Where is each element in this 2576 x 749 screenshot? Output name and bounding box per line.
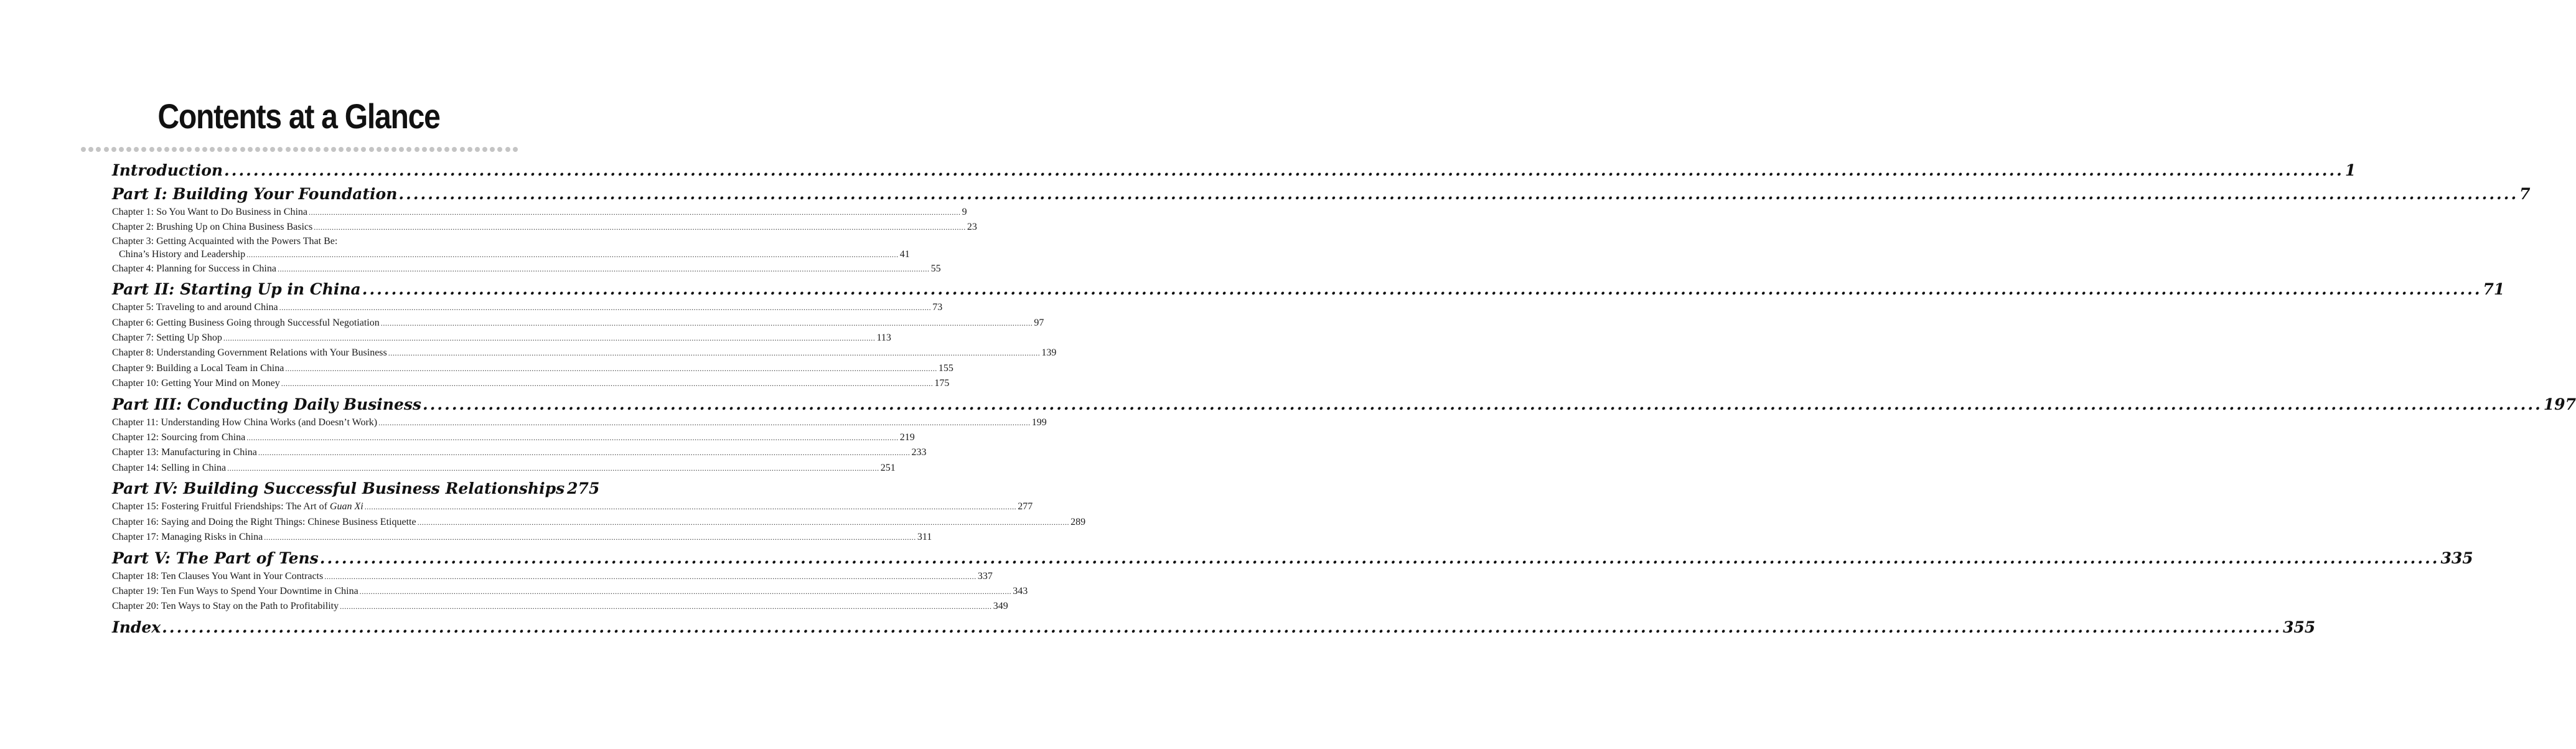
toc-chapter-label: Chapter 6: Getting Business Going through Successful Negotiation (112, 317, 380, 328)
dot-leader (223, 331, 876, 346)
toc-chapter-11[interactable] (112, 415, 1047, 430)
toc-page-number: 175 (934, 378, 950, 389)
dot-leader (285, 361, 937, 376)
toc-chapter-5[interactable] (112, 300, 943, 315)
toc-page-number: 289 (1070, 516, 1086, 527)
toc-chapter-20[interactable] (112, 599, 1008, 614)
toc-page-number: 335 (2440, 549, 2473, 567)
toc-chapter-label: Chapter 9: Building a Local Team in China (112, 362, 284, 374)
dotted-divider (81, 146, 518, 153)
toc-entry-label: Introduction (112, 161, 223, 179)
toc-page-number: 275 (567, 479, 600, 498)
toc-page-number: 1 (2344, 161, 2356, 179)
toc-part-label: Part IV: Building Successful Business Relationships (112, 479, 565, 498)
toc-chapter-4[interactable] (112, 261, 941, 276)
toc-chapter-9[interactable] (112, 361, 953, 376)
dot-leader (162, 617, 2282, 638)
dot-leader (309, 205, 961, 220)
toc-chapter-label: Chapter 11: Understanding How China Works (and Doesn’t Work) (112, 417, 378, 428)
toc-chapter-label: Chapter 18: Ten Clauses You Want in Your Contracts (112, 570, 324, 582)
toc-page-number: 97 (1034, 317, 1044, 328)
table-of-contents (112, 160, 2576, 638)
toc-chapter-7[interactable] (112, 331, 891, 346)
toc-chapter-6[interactable] (112, 316, 1044, 331)
toc-part-2[interactable] (112, 279, 2505, 300)
toc-page-number: 337 (977, 570, 993, 582)
toc-part-label: Part III: Conducting Daily Business (112, 395, 422, 413)
toc-part-5[interactable] (112, 548, 2473, 569)
dot-leader (378, 415, 1031, 430)
page-title: Contents at a Glance (157, 97, 440, 136)
dot-leader (362, 279, 2482, 300)
toc-page-number: 73 (932, 302, 943, 313)
toc-chapter-label: Chapter 8: Understanding Government Relations with Your Business (112, 347, 387, 359)
dot-leader (246, 430, 899, 445)
toc-chapter-15[interactable] (112, 499, 1033, 514)
toc-chapter-label: Chapter 1: So You Want to Do Business in China (112, 207, 307, 217)
toc-chapter-19[interactable] (112, 584, 1028, 599)
dot-leader (258, 445, 911, 460)
dot-leader (281, 376, 934, 391)
dot-leader (224, 160, 2344, 181)
toc-page-number: 233 (911, 447, 927, 458)
toc-introduction[interactable] (112, 160, 2356, 181)
toc-chapter-2[interactable] (112, 220, 977, 235)
toc-page-number: 155 (938, 362, 953, 374)
toc-page-number: 277 (1018, 501, 1033, 512)
toc-chapter-12[interactable] (112, 430, 915, 445)
toc-page-number: 9 (962, 207, 967, 217)
toc-page-number: 251 (880, 462, 896, 473)
toc-chapter-label: Chapter 13: Manufacturing in China (112, 447, 257, 458)
dot-leader (279, 300, 932, 315)
dot-leader (365, 499, 1017, 514)
toc-page-number: 197 (2543, 395, 2576, 413)
toc-chapter-label: Chapter 17: Managing Risks in China (112, 532, 263, 543)
toc-part-1[interactable] (112, 184, 2531, 205)
dot-leader (381, 316, 1033, 331)
toc-part-label: Part II: Starting Up in China (112, 280, 361, 299)
toc-page-number: 349 (993, 601, 1008, 612)
toc-page-number: 311 (917, 532, 932, 543)
toc-chapter-3[interactable] (112, 235, 910, 261)
toc-page-number: 55 (930, 263, 941, 274)
dot-leader (278, 261, 930, 276)
toc-page-number: 355 (2282, 618, 2316, 636)
toc-chapter-label: Chapter 3: Getting Acquainted with the Powers That Be: (112, 235, 338, 247)
toc-chapter-label: Chapter 10: Getting Your Mind on Money (112, 378, 280, 389)
toc-chapter-8[interactable] (112, 346, 1057, 360)
toc-page-number: 343 (1013, 585, 1028, 596)
toc-part-3[interactable] (112, 394, 2576, 415)
dot-leader (227, 461, 879, 476)
toc-chapter-label: Chapter 12: Sourcing from China (112, 432, 246, 443)
toc-page-number: 71 (2483, 280, 2505, 299)
dot-leader (246, 248, 899, 261)
toc-page-number: 199 (1031, 417, 1047, 428)
toc-chapter-1[interactable] (112, 205, 967, 220)
toc-chapter-18[interactable] (112, 569, 993, 584)
dot-leader (423, 394, 2542, 415)
dot-leader (324, 569, 977, 584)
toc-index[interactable] (112, 617, 2316, 638)
toc-chapter-label: Chapter 20: Ten Ways to Stay on the Path to Profitability (112, 601, 339, 612)
toc-chapter-17[interactable] (112, 530, 932, 545)
toc-chapter-label: Chapter 7: Setting Up Shop (112, 332, 222, 344)
toc-chapter-label: Chapter 14: Selling in China (112, 462, 227, 473)
dot-leader (264, 530, 916, 545)
dot-leader (418, 515, 1070, 530)
toc-entry-label: Index (112, 618, 161, 636)
toc-page-number: 139 (1041, 347, 1057, 359)
toc-page-number: 219 (899, 432, 915, 443)
toc-chapter-label: Chapter 16: Saying and Doing the Right Things: Chinese Business Etiquette (112, 516, 416, 527)
toc-chapter-14[interactable] (112, 461, 896, 476)
dot-leader (340, 599, 992, 614)
toc-chapter-label: Chapter 2: Brushing Up on China Business Basics (112, 222, 313, 233)
toc-chapter-label: Chapter 19: Ten Fun Ways to Spend Your Downtime in China (112, 585, 358, 596)
toc-chapter-label: Chapter 4: Planning for Success in China (112, 263, 276, 274)
toc-page-number: 113 (876, 332, 891, 344)
dot-leader (314, 220, 966, 235)
toc-part-4[interactable] (112, 478, 600, 499)
toc-chapter-16[interactable] (112, 515, 1086, 530)
dot-leader (360, 584, 1012, 599)
toc-page-number: 7 (2519, 185, 2531, 203)
toc-page-number: 23 (967, 222, 977, 233)
toc-part-label: Part I: Building Your Foundation (112, 185, 398, 203)
toc-chapter-13[interactable] (112, 445, 927, 460)
toc-chapter-label: Chapter 5: Traveling to and around China (112, 302, 278, 313)
toc-chapter-label-italic: Guan Xi (329, 501, 363, 512)
dot-leader (398, 184, 2518, 205)
toc-page-number: 41 (899, 248, 910, 260)
dot-leader (388, 346, 1041, 360)
toc-part-label: Part V: The Part of Tens (112, 549, 319, 567)
toc-chapter-label: Chapter 15: Fostering Fruitful Friendships: The Art of Guan Xi (112, 501, 363, 512)
toc-chapter-label-continued: China’s History and Leadership (119, 248, 246, 260)
toc-chapter-10[interactable] (112, 376, 950, 391)
dot-leader (320, 548, 2440, 569)
